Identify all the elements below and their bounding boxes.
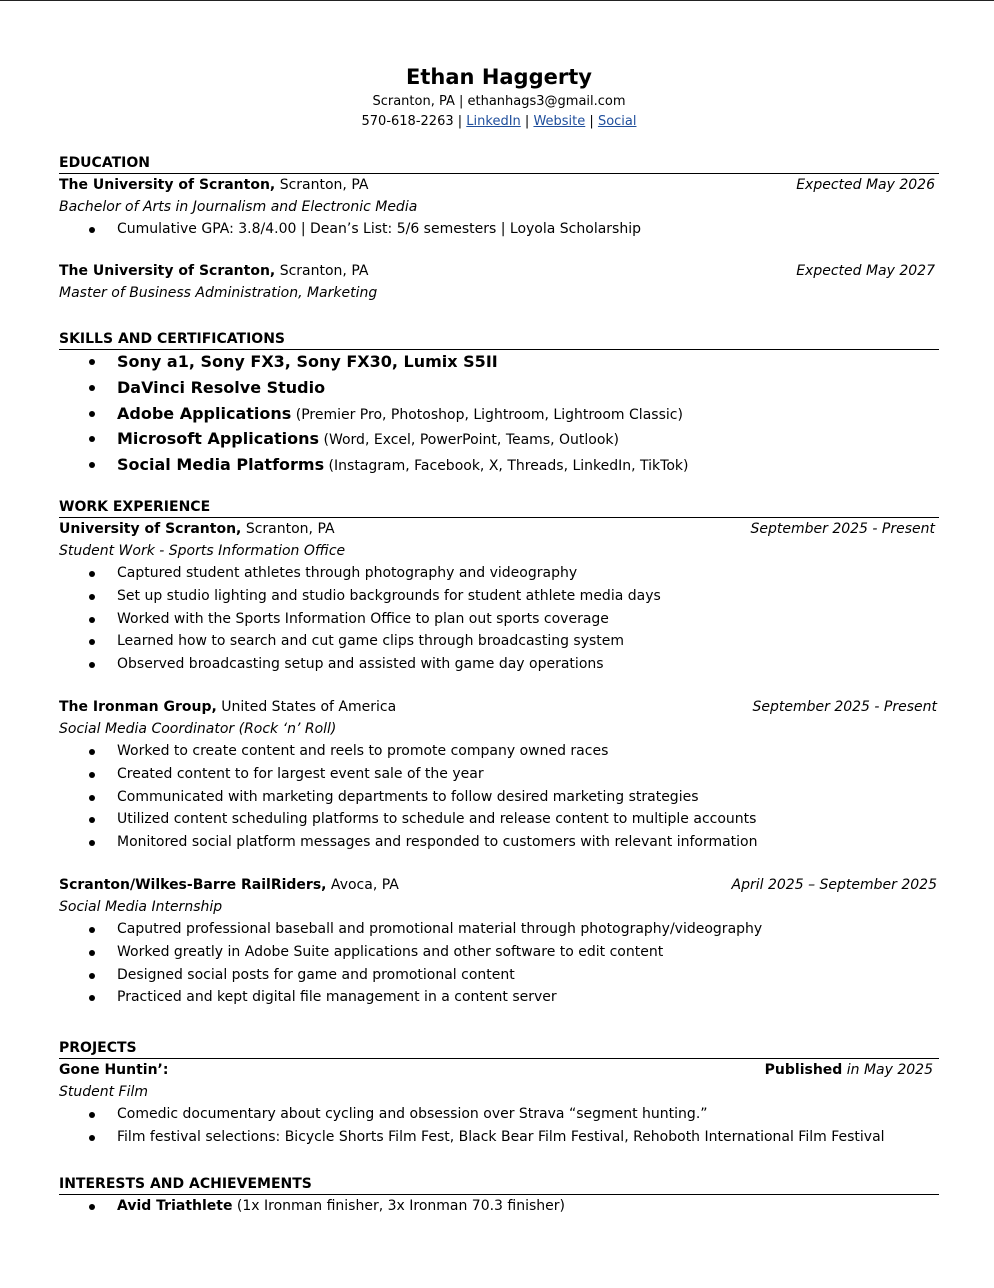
list-item: Communicated with marketing departments to follow desired marketing strategies	[117, 786, 939, 809]
work-section	[59, 497, 939, 1009]
list-item: Learned how to search and cut game clips through broadcasting system	[117, 630, 939, 653]
project-type: Student Film	[59, 1084, 149, 1100]
list-item: Adobe Applications (Premier Pro, Photoshop, Lightroom, Lightroom Classic)	[117, 402, 939, 428]
date: Expected May 2026	[796, 177, 935, 193]
list-item: Microsoft Applications (Word, Excel, PowerPoint, Teams, Outlook)	[117, 427, 939, 453]
separator: |	[524, 114, 530, 129]
education-section	[59, 153, 939, 304]
job-header	[59, 696, 939, 718]
date: September 2025 - Present	[752, 698, 937, 715]
job-title: Social Media Coordinator (Rock ‘n’ Roll)	[59, 720, 337, 737]
list-item: Worked with the Sports Information Office to plan out sports coverage	[117, 608, 939, 631]
resume-header	[59, 62, 939, 132]
list-item: Comedic documentary about cycling and obsession over Strava “segment hunting.”	[117, 1103, 939, 1126]
job-title: Student Work - Sports Information Office	[59, 543, 346, 559]
location: Scranton, PA	[275, 177, 369, 193]
skills-section	[59, 329, 939, 479]
list-item: Set up studio lighting and studio backgrounds for student athlete media days	[117, 585, 939, 608]
list-item: Film festival selections: Bicycle Shorts Film Fest, Black Bear Film Festival, Rehoboth International Film Festival	[117, 1126, 939, 1149]
location: Scranton, PA	[275, 262, 369, 279]
institution: The University of Scranton,	[59, 177, 276, 193]
date: April 2025 – September 2025	[731, 876, 937, 893]
list-item: Worked to create content and reels to promote company owned races	[117, 740, 939, 763]
list-item: Practiced and kept digital file management in a content server	[117, 986, 939, 1009]
social-link[interactable]: Social	[597, 114, 637, 129]
website-link[interactable]: Website	[533, 114, 586, 129]
date: September 2025 - Present	[750, 521, 935, 537]
location: Avoca, PA	[326, 876, 399, 893]
list-item: Cumulative GPA: 3.8/4.00 | Dean’s List: 5/6 semesters | Loyola Scholarship	[117, 218, 939, 241]
degree: Bachelor of Arts in Journalism and Electronic Media	[59, 199, 418, 215]
list-item: Monitored social platform messages and responded to customers with relevant information	[117, 831, 939, 854]
employer: Scranton/Wilkes-Barre RailRiders,	[59, 876, 327, 893]
job-title: Social Media Internship	[59, 898, 223, 915]
list-item: Utilized content scheduling platforms to schedule and release content to multiple accounts	[117, 808, 939, 831]
degree: Master of Business Administration, Marketing	[59, 284, 378, 301]
section-title: SKILLS AND CERTIFICATIONS	[59, 329, 939, 350]
bullet-list	[59, 218, 939, 241]
bullet-list	[59, 918, 939, 1009]
interests-section	[59, 1174, 939, 1218]
contact-line-2	[59, 112, 939, 132]
list-item: Caputred professional baseball and promotional material through photography/videography	[117, 918, 939, 941]
project-header	[59, 1059, 939, 1081]
separator: |	[589, 114, 594, 129]
list-item: Sony a1, Sony FX3, Sony FX30, Lumix S5II	[117, 350, 939, 376]
job-header	[59, 874, 939, 896]
list-item: Captured student athletes through photography and videography	[117, 562, 939, 585]
list-item: Social Media Platforms (Instagram, Facebook, X, Threads, LinkedIn, TikTok)	[117, 453, 939, 479]
list-item: Avid Triathlete (1x Ironman finisher, 3x Ironman 70.3 finisher)	[117, 1195, 939, 1218]
job-header	[59, 518, 939, 540]
candidate-name: Ethan Haggerty	[406, 65, 592, 89]
project-name: Gone Huntin’:	[59, 1062, 169, 1078]
list-item: Worked greatly in Adobe Suite applications and other software to edit content	[117, 941, 939, 964]
separator: |	[457, 114, 463, 129]
linkedin-link[interactable]: LinkedIn	[466, 114, 521, 129]
list-item: DaVinci Resolve Studio	[117, 376, 939, 402]
projects-section	[59, 1038, 939, 1149]
education-entry-header	[59, 260, 939, 282]
bullet-list	[59, 562, 939, 676]
list-item: Observed broadcasting setup and assisted with game day operations	[117, 653, 939, 676]
bullet-list	[59, 1195, 939, 1218]
employer: The Ironman Group,	[59, 698, 217, 715]
section-title: EDUCATION	[59, 153, 939, 174]
bullet-list	[59, 740, 939, 854]
section-title: WORK EXPERIENCE	[59, 497, 939, 518]
phone: 570-618-2263	[361, 114, 454, 129]
location: United States of America	[216, 698, 397, 715]
institution: The University of Scranton,	[59, 262, 276, 279]
contact-line-1: Scranton, PA | ethanhags3@gmail.com	[372, 94, 626, 109]
skills-list	[59, 350, 939, 479]
section-title: INTERESTS AND ACHIEVEMENTS	[59, 1174, 939, 1195]
date: Expected May 2027	[796, 262, 935, 279]
date: Published in May 2025	[764, 1062, 933, 1078]
education-entry-header	[59, 174, 939, 196]
top-border	[0, 0, 994, 1]
employer: University of Scranton,	[59, 521, 242, 537]
location: Scranton, PA	[241, 521, 335, 537]
list-item: Created content to for largest event sale of the year	[117, 763, 939, 786]
list-item: Designed social posts for game and promotional content	[117, 964, 939, 987]
section-title: PROJECTS	[59, 1038, 939, 1059]
bullet-list	[59, 1103, 939, 1149]
